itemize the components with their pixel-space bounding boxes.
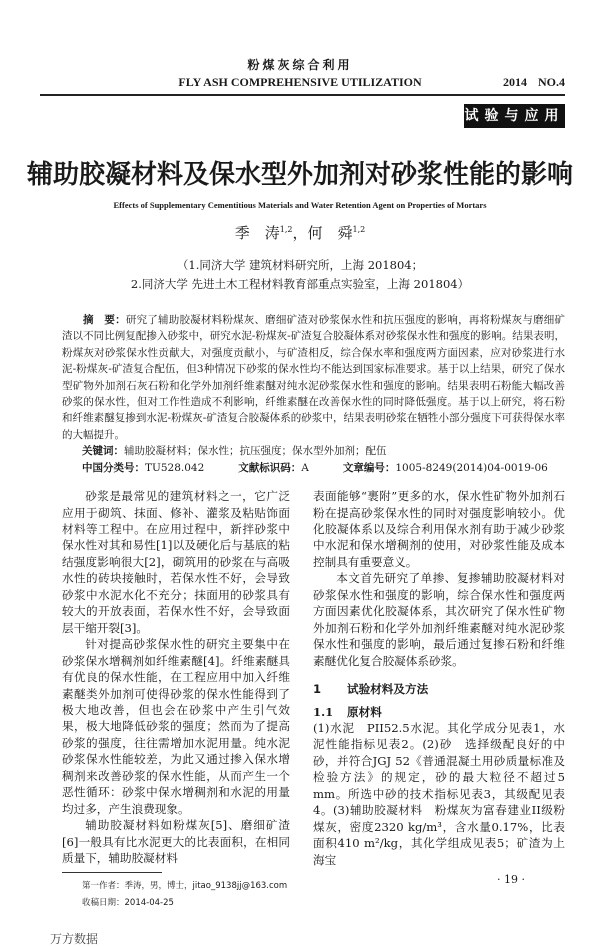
author-name: 何 舜 bbox=[307, 224, 353, 242]
footnote-rule bbox=[62, 872, 162, 873]
doc-code-label: 文献标识码： bbox=[238, 461, 302, 474]
abstract bbox=[62, 312, 565, 443]
clc-label: 中国分类号： bbox=[82, 461, 145, 474]
section-heading bbox=[313, 681, 565, 697]
paper-title: 辅助胶凝材料及保水型外加剂对砂浆性能的影响 bbox=[26, 160, 573, 190]
journal-name-cn: 粉煤灰综合利用 bbox=[247, 58, 353, 72]
article-number-value: 1005-8249(2014)04-0019-06 bbox=[395, 461, 548, 474]
affiliation: （1.同济大学 建筑材料研究所，上海 201804； bbox=[176, 258, 424, 272]
authors bbox=[0, 222, 600, 243]
journal-name-en: FLY ASH COMPREHENSIVE UTILIZATION bbox=[178, 75, 422, 89]
footnote-author: 第一作者：季涛，男，博士，jitao_9138jj@163.com bbox=[82, 881, 288, 892]
section-badge: 试验与应用 bbox=[464, 104, 565, 128]
body-paragraph: 表面能够“裹附”更多的水，保水性矿物外加剂石粉在提高砂浆保水性的同时对强度影响较小。优化胶凝体系以及综合利用保水剂有助于减少砂浆中水泥和保水增稠剂的使用，对砂浆性能及成本控制具有重要意义。 bbox=[313, 489, 565, 569]
footnote-received: 收稿日期：2014-04-25 bbox=[82, 898, 174, 909]
body-paragraph: 本文首先研究了单掺、复掺辅助胶凝材料对砂浆保水性和强度的影响，综合保水性和强度两方面因素优化胶凝体系，其次研究了保水性矿物外加剂石粉和化学外加剂纤维素醚对纯水泥砂浆保水性和强度的影响，最后通过复掺石粉和纤维素醚优化复合胶凝体系砂浆。 bbox=[313, 571, 565, 668]
subsection-heading bbox=[313, 704, 565, 720]
body-paragraph: 针对提高砂浆保水性的研究主要集中在砂浆保水增稠剂如纤维素醚[4]。纤维素醚具有优良的保水性能，在工程应用中加入纤维素醚类外加剂可使得砂浆的保水性能得到了极大地改善，但也会在砂浆中产生引气效果，极大地降低砂浆的强度；然而为了提高砂浆的强度，往往需增加水泥用量。纯水泥砂浆保水性能较差，为此又通过掺入保水增稠剂来改善砂浆的保水性能，从而产生一个恶性循环：砂浆中保水增稠剂和水泥的用量均过多，产生浪费现象。 bbox=[62, 637, 290, 816]
author-name: 季 涛 bbox=[234, 224, 280, 242]
body-paragraph: 砂浆是最常见的建筑材料之一，它广泛应用于砌筑、抹面、修补、灌浆及粘贴饰面材料等工程中。在应用过程中，新拌砂浆中保水性对其和易性[1]以及硬化后与基底的粘结强度影响很大[2]，砌筑用的砂浆在与高吸水性的砖块接触时，若保水性不好，会导致砂浆中水泥水化不充分；抹面用的砂浆具有较大的开放表面，若保水性不好，会导致面层干缩开裂[3]。 bbox=[62, 489, 290, 635]
author-affil-mark: 1,2 bbox=[279, 225, 293, 234]
keywords bbox=[82, 443, 565, 459]
author-affil-mark: 1,2 bbox=[352, 225, 366, 234]
section-title: 试验材料及方法 bbox=[347, 682, 429, 697]
affiliation: 2.同济大学 先进土木工程材料教育部重点实验室，上海 201804） bbox=[130, 277, 470, 291]
header-rule bbox=[40, 94, 565, 96]
body-paragraph: 辅助胶凝材料如粉煤灰[5]、磨细矿渣[6]一般具有比水泥更大的比表面积，在相同质量下，辅助胶凝材料 bbox=[62, 818, 290, 866]
body-columns bbox=[62, 488, 565, 912]
keywords-text: 辅助胶凝材料；保水性；抗压强度；保水型外加剂；配伍 bbox=[124, 445, 387, 458]
keywords-label: 关键词： bbox=[82, 445, 124, 458]
abstract-label: 摘 要： bbox=[83, 314, 126, 326]
page-number: · 19 · bbox=[497, 873, 525, 887]
section-number: 1 bbox=[313, 682, 322, 697]
issue-number: 2014 NO.4 bbox=[503, 75, 565, 89]
author-separator: ， bbox=[292, 224, 308, 242]
abstract-text: 研究了辅助胶凝材料粉煤灰、磨细矿渣对砂浆保水性和抗压强度的影响，再将粉煤灰与磨细矿渣以不同比例复配掺入砂浆中，研究水泥-粉煤灰-矿渣复合胶凝体系对砂浆保水性和强度的影响。结果表明，粉煤灰对砂浆保水性贡献大，对强度贡献小，与矿渣相反，综合保水率和强度两方面因素，应对砂浆进行水泥-粉煤灰-矿渣复合配伍，但3种情况下砂浆的保水性均不能达到国家标准要求。基于以上结果，研究了保水型矿物外加剂石灰石粉和化学外加剂纤维素醚对纯水泥砂浆保水性和强度的影响。结果表明石粉能大幅改善砂浆的保水性，但对工作性造成不利影响，纤维素醚在改善保水性的同时降低强度。基于以上研究，将石粉和纤维素醚复掺到水泥-粉煤灰-矿渣复合胶凝体系的砂浆中，结果表明砂浆在牺牲小部分强度下可获得保水率的大幅提升。 bbox=[62, 314, 566, 441]
subsection-title: 原材料 bbox=[347, 704, 382, 719]
subsection-number: 1.1 bbox=[313, 704, 334, 719]
classification-line bbox=[82, 460, 565, 476]
article-number-label: 文章编号： bbox=[342, 461, 396, 474]
doc-code-value: A bbox=[301, 461, 309, 474]
clc-value: TU528.042 bbox=[145, 461, 205, 474]
left-column bbox=[62, 488, 290, 912]
paper-title-en: Effects of Supplementary Cementitious Materials and Water Retention Agent on Properties of Mortars bbox=[113, 200, 487, 210]
body-paragraph: (1)水泥 PII52.5水泥。其化学成分见表1，水泥性能指标见表2。(2)砂 选择级配良好的中砂，并符合JGJ 52《普通混凝土用砂质量标准及检验方法》的规定，砂的最大粒径不超过5 mm。所选中砂的技术指标见表3，其级配见表4。(3)辅助胶凝材料 粉煤灰为富春建业II级粉煤灰，密度2320 kg/m³，含水量0.17%，比表面积410 m²/kg，其化学组成见表5；矿渣为上海宝 bbox=[313, 720, 565, 867]
watermark: 万方数据 bbox=[50, 932, 99, 947]
right-column bbox=[313, 488, 565, 912]
